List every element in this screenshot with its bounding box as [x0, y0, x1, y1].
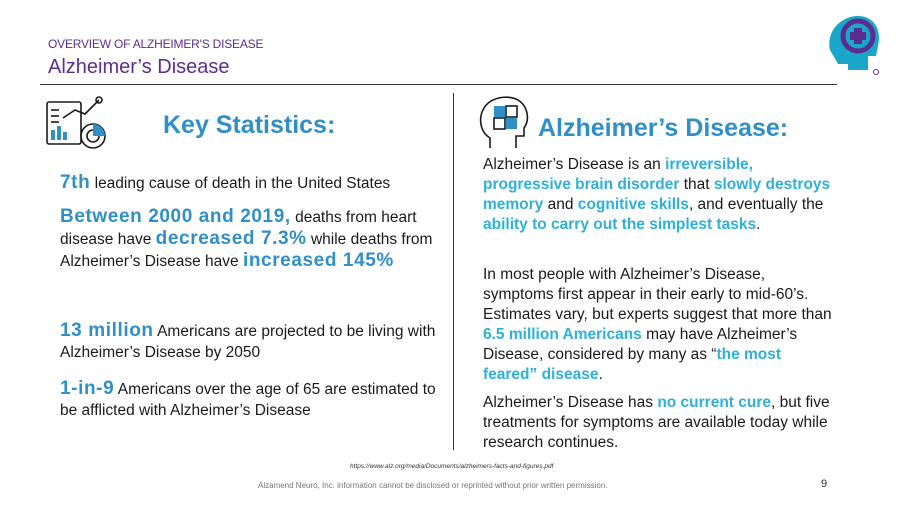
confidentiality-footer: Alzamend Neuro, Inc. information cannot be disclosed or reprinted without prior written permission. [258, 481, 608, 490]
stat-highlight: increased 145% [242, 250, 394, 271]
stat-text: while deaths from Alzheimer’s Disease have [60, 231, 433, 270]
symptoms-paragraph [483, 265, 838, 385]
stat-highlight: Between 2000 and 2019, [60, 206, 291, 227]
stat-one-in-nine [60, 378, 445, 421]
stat-text: Americans over the age of 65 are estimated to be afflicted with Alzheimer’s Disease [60, 381, 436, 419]
definition-paragraph [483, 155, 838, 235]
highlight-text: ability to carry out the simplest tasks [483, 216, 757, 233]
paragraph-text: Alzheimer’s Disease has [483, 394, 658, 411]
highlight-text: 6.5 million Americans [483, 326, 642, 343]
key-statistics-heading: Key Statistics: [163, 111, 336, 139]
stat-projection-2050 [60, 320, 445, 363]
stat-text: deaths from heart disease have [60, 209, 417, 248]
stat-leading-cause [60, 172, 445, 194]
stat-highlight: 13 million [60, 320, 154, 341]
header-divider [40, 84, 837, 85]
analytics-report-icon [45, 96, 113, 156]
stat-highlight: 7th [60, 172, 91, 193]
page-number: 9 [821, 478, 828, 490]
cure-paragraph [483, 393, 838, 453]
paragraph-text: may have Alzheimer’s Disease, considered by many as “ [483, 326, 798, 363]
highlight-text: cognitive skills [577, 196, 689, 213]
paragraph-text: that [679, 176, 714, 193]
head-puzzle-icon [476, 94, 532, 152]
highlight-text: no current cure [657, 394, 772, 411]
section-label: OVERVIEW OF ALZHEIMER'S DISEASE [48, 37, 264, 51]
column-divider [453, 93, 454, 450]
highlight-text: irreversible, progressive brain disorder [483, 156, 753, 193]
paragraph-text: , but five treatments for symptoms are available today while research continues. [483, 394, 830, 451]
highlight-text: slowly destroys memory [483, 176, 831, 213]
paragraph-text: In most people with Alzheimer’s Disease, symptoms first appear in their early to mid-60’s. Estimates vary, but experts suggest that more than [483, 266, 832, 323]
stat-highlight: decreased 7.3% [155, 228, 307, 249]
highlight-text: the most feared” disease [483, 346, 782, 383]
paragraph-text: Alzheimer’s Disease is an [483, 156, 666, 173]
paragraph-text: . [756, 216, 761, 233]
paragraph-text: and [543, 196, 578, 213]
stat-death-trends [60, 206, 445, 272]
alzamend-logo-icon [818, 10, 884, 80]
paragraph-text: . [598, 366, 603, 383]
stat-text: leading cause of death in the United States [90, 175, 391, 192]
source-link[interactable]: https://www.alz.org/media/Documents/alzheimers-facts-and-figures.pdf [350, 463, 554, 470]
stat-text: Americans are projected to be living with Alzheimer’s Disease by 2050 [60, 323, 436, 361]
page-title: Alzheimer’s Disease [48, 56, 230, 78]
paragraph-text: , and eventually the [688, 196, 824, 213]
stat-highlight: 1-in-9 [60, 378, 115, 399]
alzheimers-disease-heading: Alzheimer’s Disease: [538, 114, 789, 142]
